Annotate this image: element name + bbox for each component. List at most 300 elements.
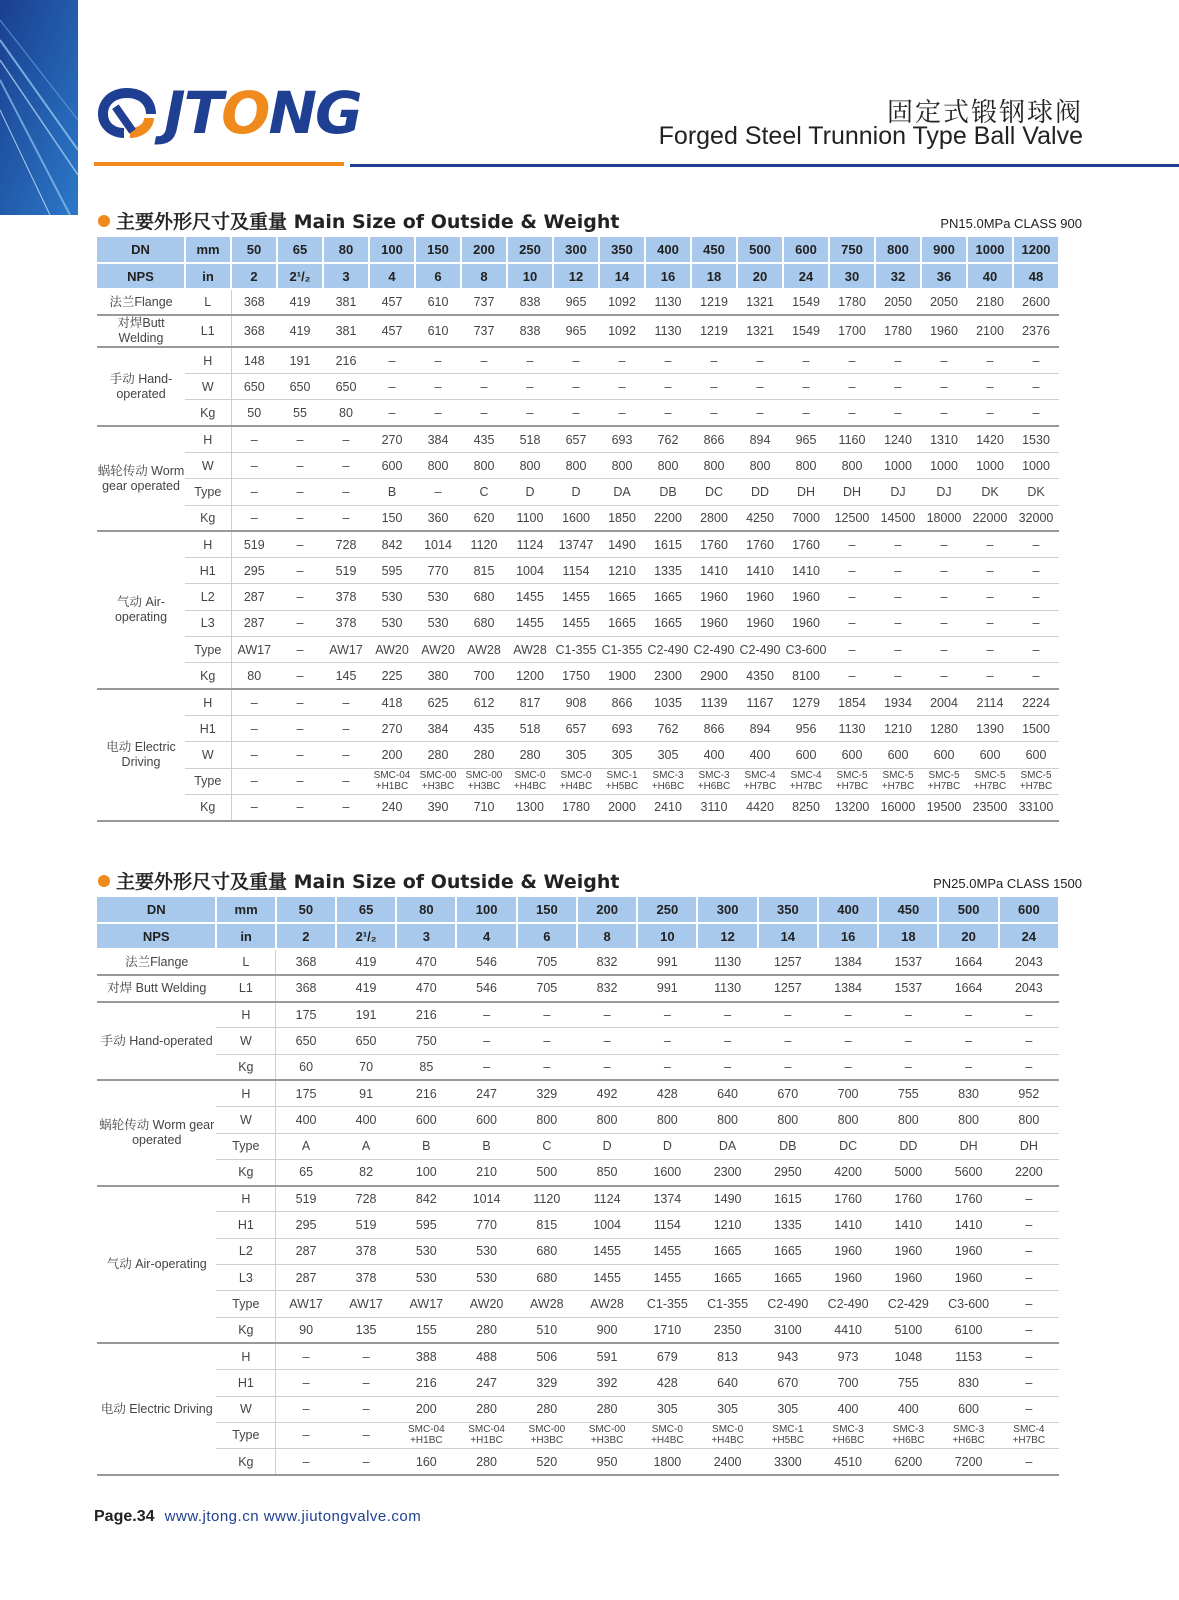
table-cell: 894 — [737, 715, 783, 741]
table-cell: – — [276, 1343, 336, 1369]
header-cell: 6 — [517, 923, 577, 949]
table-cell: 800 — [829, 452, 875, 478]
table-cell: – — [697, 1054, 757, 1080]
table-cell: 50 — [231, 400, 277, 426]
table-cell: – — [691, 374, 737, 400]
row-group-label: 手动 Hand-operated — [97, 347, 185, 426]
table-cell: 419 — [277, 315, 323, 347]
table-cell: 2376 — [1013, 315, 1059, 347]
table-cell: 1300 — [507, 794, 553, 820]
table-cell: 80 — [323, 400, 369, 426]
header-row — [97, 923, 1059, 949]
table-cell: 965 — [783, 426, 829, 452]
table-cell: 1410 — [737, 558, 783, 584]
table-cell: 19500 — [921, 794, 967, 820]
table-cell: 1167 — [737, 689, 783, 715]
table-cell: – — [645, 400, 691, 426]
table-cell: – — [276, 1396, 336, 1422]
table-row — [97, 400, 1059, 426]
table-cell: DH — [938, 1133, 998, 1159]
table-cell: 1153 — [938, 1343, 998, 1369]
table-cell: 1390 — [967, 715, 1013, 741]
table-cell: DJ — [875, 479, 921, 505]
table-cell: 200 — [369, 742, 415, 768]
table-cell: – — [967, 374, 1013, 400]
row-param-label: L3 — [185, 610, 231, 636]
table-cell: 470 — [396, 949, 456, 975]
row-param-label: Kg — [216, 1159, 275, 1185]
table-cell: 148 — [231, 347, 277, 373]
header-cell: 3 — [396, 923, 456, 949]
table-cell: – — [577, 1002, 637, 1028]
table-cell: 3110 — [691, 794, 737, 820]
header-cell: 6 — [415, 263, 461, 289]
header-cell: 8 — [461, 263, 507, 289]
table-cell: 16000 — [875, 794, 921, 820]
table-cell: 65 — [276, 1159, 336, 1185]
table-cell: C2-490 — [818, 1291, 878, 1317]
table-cell: 832 — [577, 949, 637, 975]
table-cell: – — [231, 715, 277, 741]
table-cell: 800 — [697, 1107, 757, 1133]
table-cell: 1960 — [938, 1238, 998, 1264]
table-cell: 305 — [553, 742, 599, 768]
table-cell: – — [878, 1028, 938, 1054]
row-param-label: W — [185, 742, 231, 768]
table-cell: 1530 — [1013, 426, 1059, 452]
row-param-label: Kg — [185, 505, 231, 531]
table-cell: 32000 — [1013, 505, 1059, 531]
table-cell: C2-490 — [737, 637, 783, 663]
section-title: 主要外形尺寸及重量 Main Size of Outside & Weight — [116, 211, 620, 233]
table-cell: 418 — [369, 689, 415, 715]
table-cell: 247 — [456, 1080, 516, 1106]
dimension-table-class900 — [97, 237, 1060, 822]
table-cell: 8250 — [783, 794, 829, 820]
table-cell: 457 — [369, 289, 415, 315]
table-cell: – — [878, 1054, 938, 1080]
table-cell: 600 — [783, 742, 829, 768]
table-cell: – — [599, 374, 645, 400]
table-cell: 842 — [396, 1186, 456, 1212]
table-cell: 1455 — [577, 1238, 637, 1264]
table-cell: 830 — [938, 1080, 998, 1106]
table-cell: 1410 — [878, 1212, 938, 1238]
table-cell: 368 — [231, 315, 277, 347]
table-cell: 1600 — [637, 1159, 697, 1185]
table-cell: 866 — [691, 426, 737, 452]
row-param-label: L — [216, 949, 275, 975]
table-cell: 160 — [396, 1449, 456, 1475]
table-cell: 832 — [577, 975, 637, 1001]
table-cell: 419 — [336, 975, 396, 1001]
table-row — [97, 1396, 1059, 1422]
table-cell: – — [517, 1054, 577, 1080]
row-param-label: H — [216, 1186, 275, 1212]
table-cell: – — [277, 531, 323, 557]
table-cell: 1335 — [758, 1212, 818, 1238]
table-cell: 400 — [878, 1396, 938, 1422]
table-cell: 6100 — [938, 1317, 998, 1343]
header-cell: 36 — [921, 263, 967, 289]
table-cell: 457 — [369, 315, 415, 347]
row-param-label: W — [216, 1028, 275, 1054]
table-cell: AW17 — [231, 637, 277, 663]
table-cell: – — [758, 1054, 818, 1080]
table-cell: 1219 — [691, 289, 737, 315]
table-cell: – — [829, 663, 875, 689]
table-cell: SMC-00 +H3BC — [461, 768, 507, 794]
table-cell: 216 — [396, 1370, 456, 1396]
table-cell: 991 — [637, 949, 697, 975]
table-cell: – — [415, 347, 461, 373]
table-cell: 838 — [507, 289, 553, 315]
header-cell: in — [185, 263, 231, 289]
table-cell: – — [829, 558, 875, 584]
table-cell: 240 — [369, 794, 415, 820]
table-cell: 830 — [938, 1370, 998, 1396]
table-cell: – — [277, 794, 323, 820]
table-cell: 1710 — [637, 1317, 697, 1343]
table-cell: 2950 — [758, 1159, 818, 1185]
row-param-label: Type — [185, 768, 231, 794]
table-cell: 520 — [517, 1449, 577, 1475]
table-cell: 800 — [758, 1107, 818, 1133]
table-cell: 546 — [456, 949, 516, 975]
table-cell: – — [921, 584, 967, 610]
table-cell: 519 — [276, 1186, 336, 1212]
row-param-label: L2 — [216, 1238, 275, 1264]
table-cell: – — [758, 1002, 818, 1028]
row-group-label: 对焊Butt Welding — [97, 315, 185, 347]
table-cell: – — [938, 1002, 998, 1028]
table-cell: 1335 — [645, 558, 691, 584]
table-cell: 800 — [818, 1107, 878, 1133]
table-cell: 12500 — [829, 505, 875, 531]
table-cell: 800 — [645, 452, 691, 478]
table-cell: – — [999, 1002, 1059, 1028]
table-cell: 3100 — [758, 1317, 818, 1343]
table-cell: 679 — [637, 1343, 697, 1369]
table-cell: SMC-3 +H6BC — [938, 1422, 998, 1448]
row-param-label: H — [216, 1343, 275, 1369]
table-cell: 1000 — [967, 452, 1013, 478]
table-cell: 595 — [396, 1212, 456, 1238]
table-cell: 1384 — [818, 949, 878, 975]
table-cell: 390 — [415, 794, 461, 820]
table-cell: – — [1013, 400, 1059, 426]
table-cell: 600 — [456, 1107, 516, 1133]
table-cell: SMC-0 +H4BC — [637, 1422, 697, 1448]
table-row — [97, 1265, 1059, 1291]
table-cell: – — [577, 1054, 637, 1080]
row-group-label: 电动 Electric Driving — [97, 689, 185, 820]
header-cell: 300 — [553, 237, 599, 263]
table-cell: – — [323, 426, 369, 452]
page-title-cn: 固定式锻钢球阀 — [886, 98, 1083, 128]
table-cell: 1120 — [461, 531, 507, 557]
table-cell: 13747 — [553, 531, 599, 557]
table-cell: 1665 — [758, 1265, 818, 1291]
table-cell: 270 — [369, 715, 415, 741]
header-cell: NPS — [97, 923, 216, 949]
corner-decoration — [0, 0, 80, 215]
logo-text-right: NG — [268, 79, 361, 147]
table-cell: – — [999, 1186, 1059, 1212]
table-cell: – — [697, 1002, 757, 1028]
header-cell: 300 — [697, 897, 757, 923]
table-cell: 85 — [396, 1054, 456, 1080]
table-cell: – — [323, 742, 369, 768]
header-cell: 450 — [878, 897, 938, 923]
table-cell: – — [999, 1238, 1059, 1264]
table-cell: 381 — [323, 315, 369, 347]
row-param-label: Kg — [185, 794, 231, 820]
table-cell: 2410 — [645, 794, 691, 820]
table-cell: SMC-1 +H5BC — [758, 1422, 818, 1448]
table-cell: 1537 — [878, 949, 938, 975]
header-cell: 400 — [645, 237, 691, 263]
table-cell: – — [231, 794, 277, 820]
table-cell: C2-490 — [691, 637, 737, 663]
header-cell: 8 — [577, 923, 637, 949]
table-cell: 952 — [999, 1080, 1059, 1106]
table-cell: 33100 — [1013, 794, 1059, 820]
table-cell: 368 — [231, 289, 277, 315]
table-cell: – — [645, 374, 691, 400]
table-cell: 1700 — [829, 315, 875, 347]
table-cell: 1004 — [577, 1212, 637, 1238]
table-cell: 145 — [323, 663, 369, 689]
table-cell: – — [921, 610, 967, 636]
table-cell: – — [737, 400, 783, 426]
table-cell: – — [637, 1028, 697, 1054]
table-cell: 650 — [323, 374, 369, 400]
header-cell: 100 — [369, 237, 415, 263]
table-cell: 518 — [507, 715, 553, 741]
table-cell: – — [691, 400, 737, 426]
table-row — [97, 1186, 1059, 1212]
table-cell: 1900 — [599, 663, 645, 689]
header-cell: 12 — [553, 263, 599, 289]
table-cell: 1760 — [938, 1186, 998, 1212]
table-cell: 1410 — [818, 1212, 878, 1238]
table-cell: DD — [737, 479, 783, 505]
table-cell: 1410 — [938, 1212, 998, 1238]
row-group-label: 蜗轮传动 Worm gear operated — [97, 1080, 216, 1185]
table-row — [97, 742, 1059, 768]
table-row — [97, 715, 1059, 741]
table-cell: D — [577, 1133, 637, 1159]
table-cell: 1160 — [829, 426, 875, 452]
header-cell: 20 — [737, 263, 783, 289]
table-cell: 1960 — [691, 584, 737, 610]
footer-urls: www.jtong.cn www.jiutongvalve.com — [164, 1508, 422, 1525]
table-cell: – — [369, 400, 415, 426]
table-cell: – — [829, 584, 875, 610]
table-cell: 650 — [277, 374, 323, 400]
table-cell: – — [369, 347, 415, 373]
table-cell: – — [1013, 637, 1059, 663]
table-cell: 280 — [415, 742, 461, 768]
table-cell: 817 — [507, 689, 553, 715]
table-row — [97, 794, 1059, 820]
row-param-label: H1 — [185, 715, 231, 741]
table-row — [97, 426, 1059, 452]
table-cell: 500 — [517, 1159, 577, 1185]
table-cell: C2-490 — [645, 637, 691, 663]
table-cell: 388 — [396, 1343, 456, 1369]
table-cell: – — [323, 505, 369, 531]
table-cell: 1615 — [645, 531, 691, 557]
table-cell: 225 — [369, 663, 415, 689]
table-cell: 400 — [691, 742, 737, 768]
table-cell: 680 — [517, 1238, 577, 1264]
header-cell: 10 — [507, 263, 553, 289]
header-cell: 600 — [999, 897, 1059, 923]
header-cell: 1000 — [967, 237, 1013, 263]
table-cell: – — [829, 637, 875, 663]
table-cell: 595 — [369, 558, 415, 584]
table-cell: 680 — [461, 584, 507, 610]
header-cell: 16 — [818, 923, 878, 949]
table-cell: AW28 — [507, 637, 553, 663]
table-cell: 1154 — [553, 558, 599, 584]
table-row — [97, 289, 1059, 315]
table-cell: – — [878, 1002, 938, 1028]
table-cell: 435 — [461, 715, 507, 741]
header-cell: 2 — [231, 263, 277, 289]
table-cell: 1960 — [921, 315, 967, 347]
row-param-label: Type — [185, 479, 231, 505]
table-cell: 1665 — [697, 1265, 757, 1291]
header-cell: 14 — [758, 923, 818, 949]
header-cell: 250 — [507, 237, 553, 263]
table-cell: 280 — [456, 1396, 516, 1422]
table-cell: 600 — [396, 1107, 456, 1133]
table-cell: 1014 — [456, 1186, 516, 1212]
table-cell: 1120 — [517, 1186, 577, 1212]
table-cell: 1219 — [691, 315, 737, 347]
table-row — [97, 1133, 1059, 1159]
table-cell: 22000 — [967, 505, 1013, 531]
table-row — [97, 637, 1059, 663]
table-cell: 1124 — [507, 531, 553, 557]
table-row — [97, 1422, 1059, 1448]
table-row — [97, 689, 1059, 715]
row-group-label: 手动 Hand-operated — [97, 1002, 216, 1081]
table-cell: 750 — [396, 1028, 456, 1054]
table-cell: – — [277, 715, 323, 741]
table-cell: – — [921, 531, 967, 557]
table-cell: C1-355 — [637, 1291, 697, 1317]
table-cell: 762 — [645, 426, 691, 452]
logo-text-o: O — [221, 79, 269, 147]
table-cell: 1124 — [577, 1186, 637, 1212]
table-cell: DH — [829, 479, 875, 505]
table-cell: 2600 — [1013, 289, 1059, 315]
table-cell: 1490 — [599, 531, 645, 557]
table-cell: 737 — [461, 315, 507, 347]
table-cell: SMC-5 +H7BC — [829, 768, 875, 794]
table-cell: 510 — [517, 1317, 577, 1343]
table-cell: 100 — [396, 1159, 456, 1185]
table-cell: 378 — [323, 610, 369, 636]
table-cell: 519 — [231, 531, 277, 557]
logo-text-left: JT — [164, 79, 222, 147]
table-cell: 8100 — [783, 663, 829, 689]
table-cell: – — [277, 610, 323, 636]
table-cell: – — [276, 1422, 336, 1448]
table-cell: 693 — [599, 426, 645, 452]
header-cell: 80 — [396, 897, 456, 923]
table-cell: 600 — [369, 452, 415, 478]
table-cell: D — [637, 1133, 697, 1159]
table-cell: 546 — [456, 975, 516, 1001]
table-cell: – — [277, 426, 323, 452]
table-cell: 1154 — [637, 1212, 697, 1238]
table-cell: 710 — [461, 794, 507, 820]
table-cell: 908 — [553, 689, 599, 715]
row-param-label: Type — [185, 637, 231, 663]
table-cell: 657 — [553, 426, 599, 452]
table-cell: 680 — [517, 1265, 577, 1291]
table-cell: 400 — [336, 1107, 396, 1133]
table-row — [97, 584, 1059, 610]
table-cell: 1500 — [1013, 715, 1059, 741]
table-cell: 381 — [323, 289, 369, 315]
table-cell: – — [875, 531, 921, 557]
header-cell: 2 — [276, 923, 336, 949]
table-cell: 1665 — [645, 584, 691, 610]
table-cell: B — [396, 1133, 456, 1159]
table-row — [97, 1449, 1059, 1475]
table-cell: 3300 — [758, 1449, 818, 1475]
table-cell: 216 — [323, 347, 369, 373]
table-cell: 428 — [637, 1080, 697, 1106]
table-cell: C3-600 — [783, 637, 829, 663]
table-cell: 1664 — [938, 975, 998, 1001]
row-param-label: H1 — [216, 1370, 275, 1396]
table-row — [97, 1054, 1059, 1080]
table-cell: AW28 — [517, 1291, 577, 1317]
table-cell: 435 — [461, 426, 507, 452]
table-cell: 2004 — [921, 689, 967, 715]
table-cell: 610 — [415, 315, 461, 347]
row-param-label: L — [185, 289, 231, 315]
table-cell: – — [999, 1317, 1059, 1343]
table-cell: – — [323, 715, 369, 741]
header-cell: 12 — [697, 923, 757, 949]
table-cell: 800 — [737, 452, 783, 478]
table-cell: 1665 — [758, 1238, 818, 1264]
table-cell: 1035 — [645, 689, 691, 715]
table-cell: – — [967, 531, 1013, 557]
table-cell: DK — [967, 479, 1013, 505]
table-cell: – — [456, 1002, 516, 1028]
table-cell: – — [277, 452, 323, 478]
table-cell: 1960 — [878, 1265, 938, 1291]
table-cell: DH — [999, 1133, 1059, 1159]
row-param-label: Kg — [216, 1449, 275, 1475]
table-cell: 1455 — [553, 610, 599, 636]
table-cell: C1-355 — [697, 1291, 757, 1317]
table-cell: 866 — [599, 689, 645, 715]
table-cell: 1048 — [878, 1343, 938, 1369]
header-cell: in — [216, 923, 275, 949]
table-cell: AW28 — [461, 637, 507, 663]
table-cell: 800 — [553, 452, 599, 478]
